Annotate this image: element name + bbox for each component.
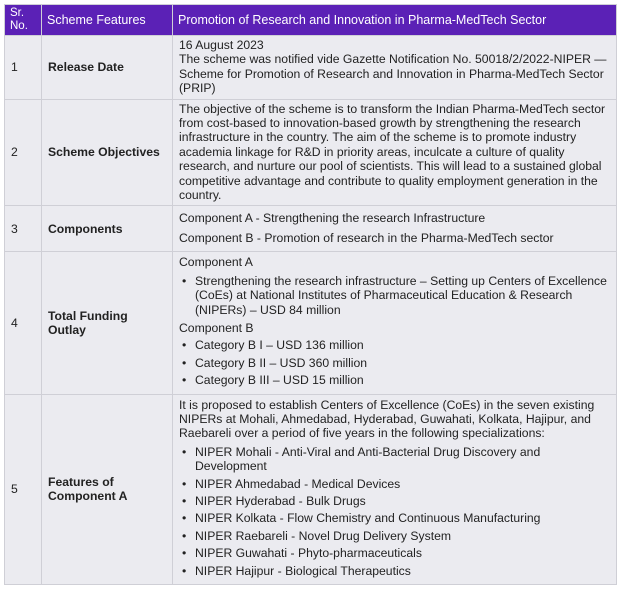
row-feature: Components [42,206,173,252]
header-title: Promotion of Research and Innovation in Pharma-MedTech Sector [173,5,617,36]
list-item: • Category B III – USD 15 million [179,373,610,387]
release-date: 16 August 2023 [179,38,264,52]
header-sr-label: Sr. No. [10,7,28,32]
coe-list [179,445,610,578]
objectives-text: The objective of the scheme is to transform the Indian Pharma-MedTech sector from cost-based to innovation-based growth by strengthening the research infrastructure in the country. The aim of the scheme is to promote industry academia linkage for R&D in priority areas, inculcate a culture of quality research, and nurture our pool of scientists. This will lead to a sustained global competitive advantage and contribute to quality employment generation in the country. [179,101,606,203]
row-number: 4 [5,252,42,394]
list-item: • NIPER Mohali - Anti-Viral and Anti-Bacterial Drug Discovery and Development [179,445,610,474]
row-detail [173,99,617,206]
funding-component-b-label: Component B [179,320,254,335]
row-feature: Features of Component A [42,394,173,584]
component-b-text: Component B - Promotion of research in the Pharma-MedTech sector [179,230,554,245]
table-row [5,99,617,206]
row-feature: Scheme Objectives [42,99,173,206]
list-item: • Category B II – USD 360 million [179,356,610,370]
list-item: • Strengthening the research infrastructure – Setting up Centers of Excellence (CoEs) at National Institutes of Pharmaceutical Education & Research (NIPERs) – USD 84 million [179,274,610,317]
row-feature: Release Date [42,36,173,100]
list-item: • NIPER Raebareli - Novel Drug Delivery System [179,529,610,543]
row-number: 1 [5,36,42,100]
list-item: • NIPER Guwahati - Phyto-pharmaceuticals [179,546,610,560]
list-item: • Category B I – USD 136 million [179,338,610,352]
scheme-features-table [4,4,617,585]
list-item: • NIPER Ahmedabad - Medical Devices [179,477,610,491]
coe-intro-text: It is proposed to establish Centers of Excellence (CoEs) in the seven existing NIPERs at Mohali, Ahmedabad, Hyderabad, Guwahati, Kolkata, Hajipur, and Raebareli over a period of five years in the following specializations: [179,397,595,441]
list-item: • NIPER Hyderabad - Bulk Drugs [179,494,610,508]
component-a-text: Component A - Strengthening the research Infrastructure [179,211,486,226]
row-detail [173,206,617,252]
row-number: 3 [5,206,42,252]
funding-b-list [179,338,610,387]
list-item: • NIPER Kolkata - Flow Chemistry and Continuous Manufacturing [179,511,610,525]
table-row [5,206,617,252]
funding-component-a-label: Component A [179,255,253,270]
gazette-text: The scheme was notified vide Gazette Notification No. 50018/2/2022-NIPER — Scheme for Promotion of Research and Innovation in Pharma-MedTech Sector (PRIP) [179,52,607,96]
row-feature: Total Funding Outlay [42,252,173,394]
funding-a-list [179,274,610,317]
row-detail [173,36,617,100]
table-row [5,36,617,100]
table-row [5,394,617,584]
header-row [5,5,617,36]
header-sr-no [5,5,42,36]
row-detail [173,252,617,394]
row-number: 5 [5,394,42,584]
table-row [5,252,617,394]
list-item: • NIPER Hajipur - Biological Therapeutics [179,564,610,578]
header-scheme-features: Scheme Features [42,5,173,36]
row-number: 2 [5,99,42,206]
row-detail [173,394,617,584]
